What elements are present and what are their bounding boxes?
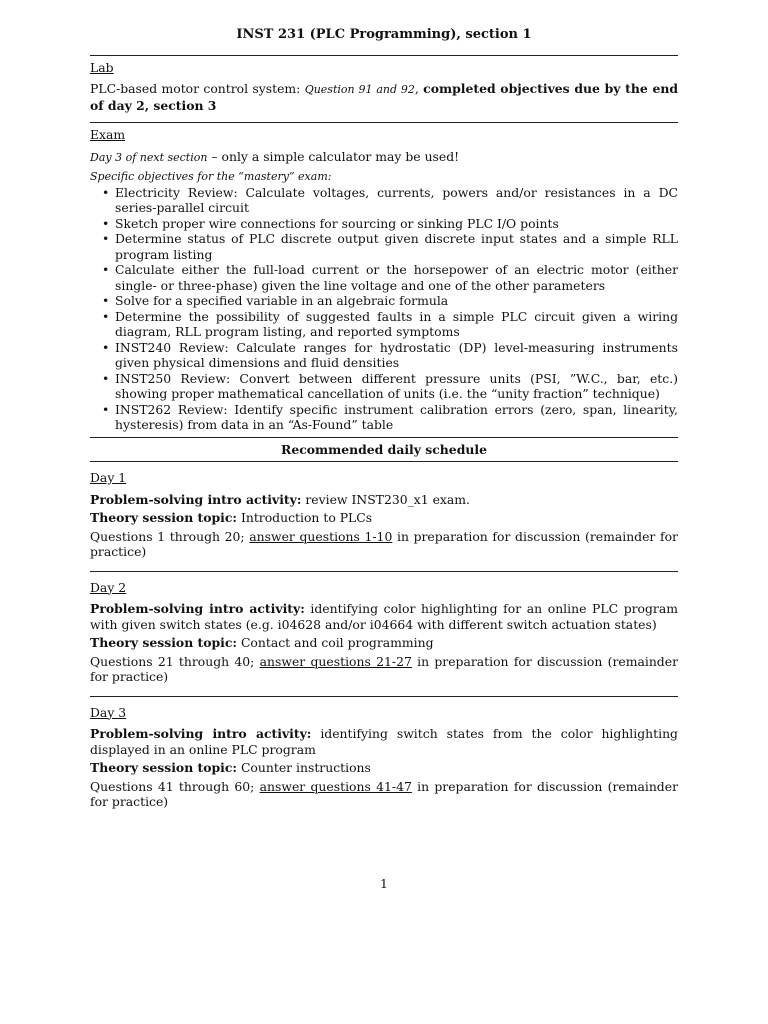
theory-label: Theory session topic: — [90, 760, 237, 775]
objective-item: • Determine status of PLC discrete output given discrete input states and a simple RLL program listing — [90, 231, 678, 262]
lab-description — [90, 81, 678, 113]
theory-text: Introduction to PLCs — [237, 510, 373, 525]
theory-topic — [90, 760, 678, 776]
intro-activity — [90, 726, 678, 757]
divider — [90, 437, 678, 438]
objectives-list — [90, 185, 678, 433]
objective-item: • INST240 Review: Calculate ranges for hydrostatic (DP) level-measuring instruments given physical dimensions and fluid densities — [90, 340, 678, 371]
page-title: INST 231 (PLC Programming), section 1 — [236, 27, 532, 42]
lab-text: PLC-based motor control system: — [90, 81, 305, 96]
theory-label: Theory session topic: — [90, 510, 237, 525]
lab-heading: Lab — [90, 59, 114, 75]
intro-label: Problem-solving intro activity: — [90, 601, 305, 616]
schedule-heading: Recommended daily schedule — [281, 441, 487, 457]
answer-questions-link[interactable]: answer questions 21-27 — [259, 653, 412, 669]
day-1-heading: Day 1 — [90, 470, 127, 485]
divider — [90, 122, 678, 123]
questions-note: in preparation for discussion (remainder for practice) — [90, 778, 678, 809]
theory-topic — [90, 635, 678, 651]
divider — [90, 55, 678, 56]
document-page — [90, 27, 678, 821]
intro-activity — [90, 601, 678, 632]
objective-item: • INST250 Review: Convert between different pressure units (PSI, ”W.C., bar, etc.) showing proper mathematical cancellation of units (i.e. the “unity fraction” technique) — [90, 371, 678, 402]
intro-activity — [90, 492, 678, 508]
exam-day — [90, 149, 678, 166]
questions-range: Questions 21 through 40; — [90, 653, 260, 669]
objective-item: • Determine the possibility of suggested faults in a simple PLC circuit given a wiring diagram, RLL program listing, and reported symptoms — [90, 309, 678, 340]
day-3-heading: Day 3 — [90, 704, 127, 720]
intro-text: review INST230_x1 exam. — [301, 491, 470, 507]
day-1-block — [90, 462, 678, 571]
exam-heading: Exam — [90, 127, 126, 142]
day-3-block — [90, 697, 678, 821]
questions-note: in preparation for discussion (remainder for practice) — [90, 528, 678, 559]
objective-item: • Calculate either the full-load current or the horsepower of an electric motor (either single- or three-phase) given the line voltage and one of the other parameters — [90, 262, 678, 293]
objective-item: • INST262 Review: Identify specific instrument calibration errors (zero, span, linearity, hysteresis) from data in an “As-Found” table — [90, 402, 678, 433]
answer-questions-link[interactable]: answer questions 1-10 — [249, 528, 393, 544]
intro-label: Problem-solving intro activity: — [90, 726, 312, 741]
theory-text: Contact and coil programming — [237, 635, 434, 650]
intro-text: identifying switch states from the color highlighting displayed in an online PLC program — [90, 726, 678, 757]
lab-separator: , — [414, 81, 424, 96]
intro-text: identifying color highlighting for an online PLC program with given switch states (e.g. i04628 and/or i04664 with different switch actuation states) — [90, 601, 678, 632]
questions-note: in preparation for discussion (remainder for practice) — [90, 653, 678, 684]
questions-assignment — [90, 779, 678, 810]
questions-assignment — [90, 529, 678, 560]
day-2-block — [90, 572, 678, 696]
theory-text: Counter instructions — [237, 760, 371, 775]
questions-range: Questions 41 through 60; — [90, 778, 260, 794]
objective-item: • Sketch proper wire connections for sourcing or sinking PLC I/O points — [90, 216, 678, 232]
objective-item: • Electricity Review: Calculate voltages, currents, powers and/or resistances in a DC series-parallel circuit — [90, 185, 678, 216]
questions-assignment — [90, 654, 678, 685]
page-number: 1 — [380, 876, 388, 891]
exam-day-label: Day 3 of next section — [90, 150, 208, 164]
theory-topic — [90, 510, 678, 526]
day-2-heading: Day 2 — [90, 579, 127, 595]
exam-day-note: – only a simple calculator may be used! — [207, 148, 460, 164]
lab-due-note: completed objectives due by the end of day 2, section 3 — [90, 81, 678, 113]
objectives-intro: Specific objectives for the “mastery” exam: — [90, 170, 332, 183]
lab-question-ref: Question 91 and 92 — [304, 83, 415, 96]
objective-item: • Solve for a specified variable in an algebraic formula — [90, 293, 678, 309]
answer-questions-link[interactable]: answer questions 41-47 — [259, 778, 412, 794]
theory-label: Theory session topic: — [90, 635, 237, 650]
intro-label: Problem-solving intro activity: — [90, 491, 302, 507]
questions-range: Questions 1 through 20; — [90, 528, 250, 544]
